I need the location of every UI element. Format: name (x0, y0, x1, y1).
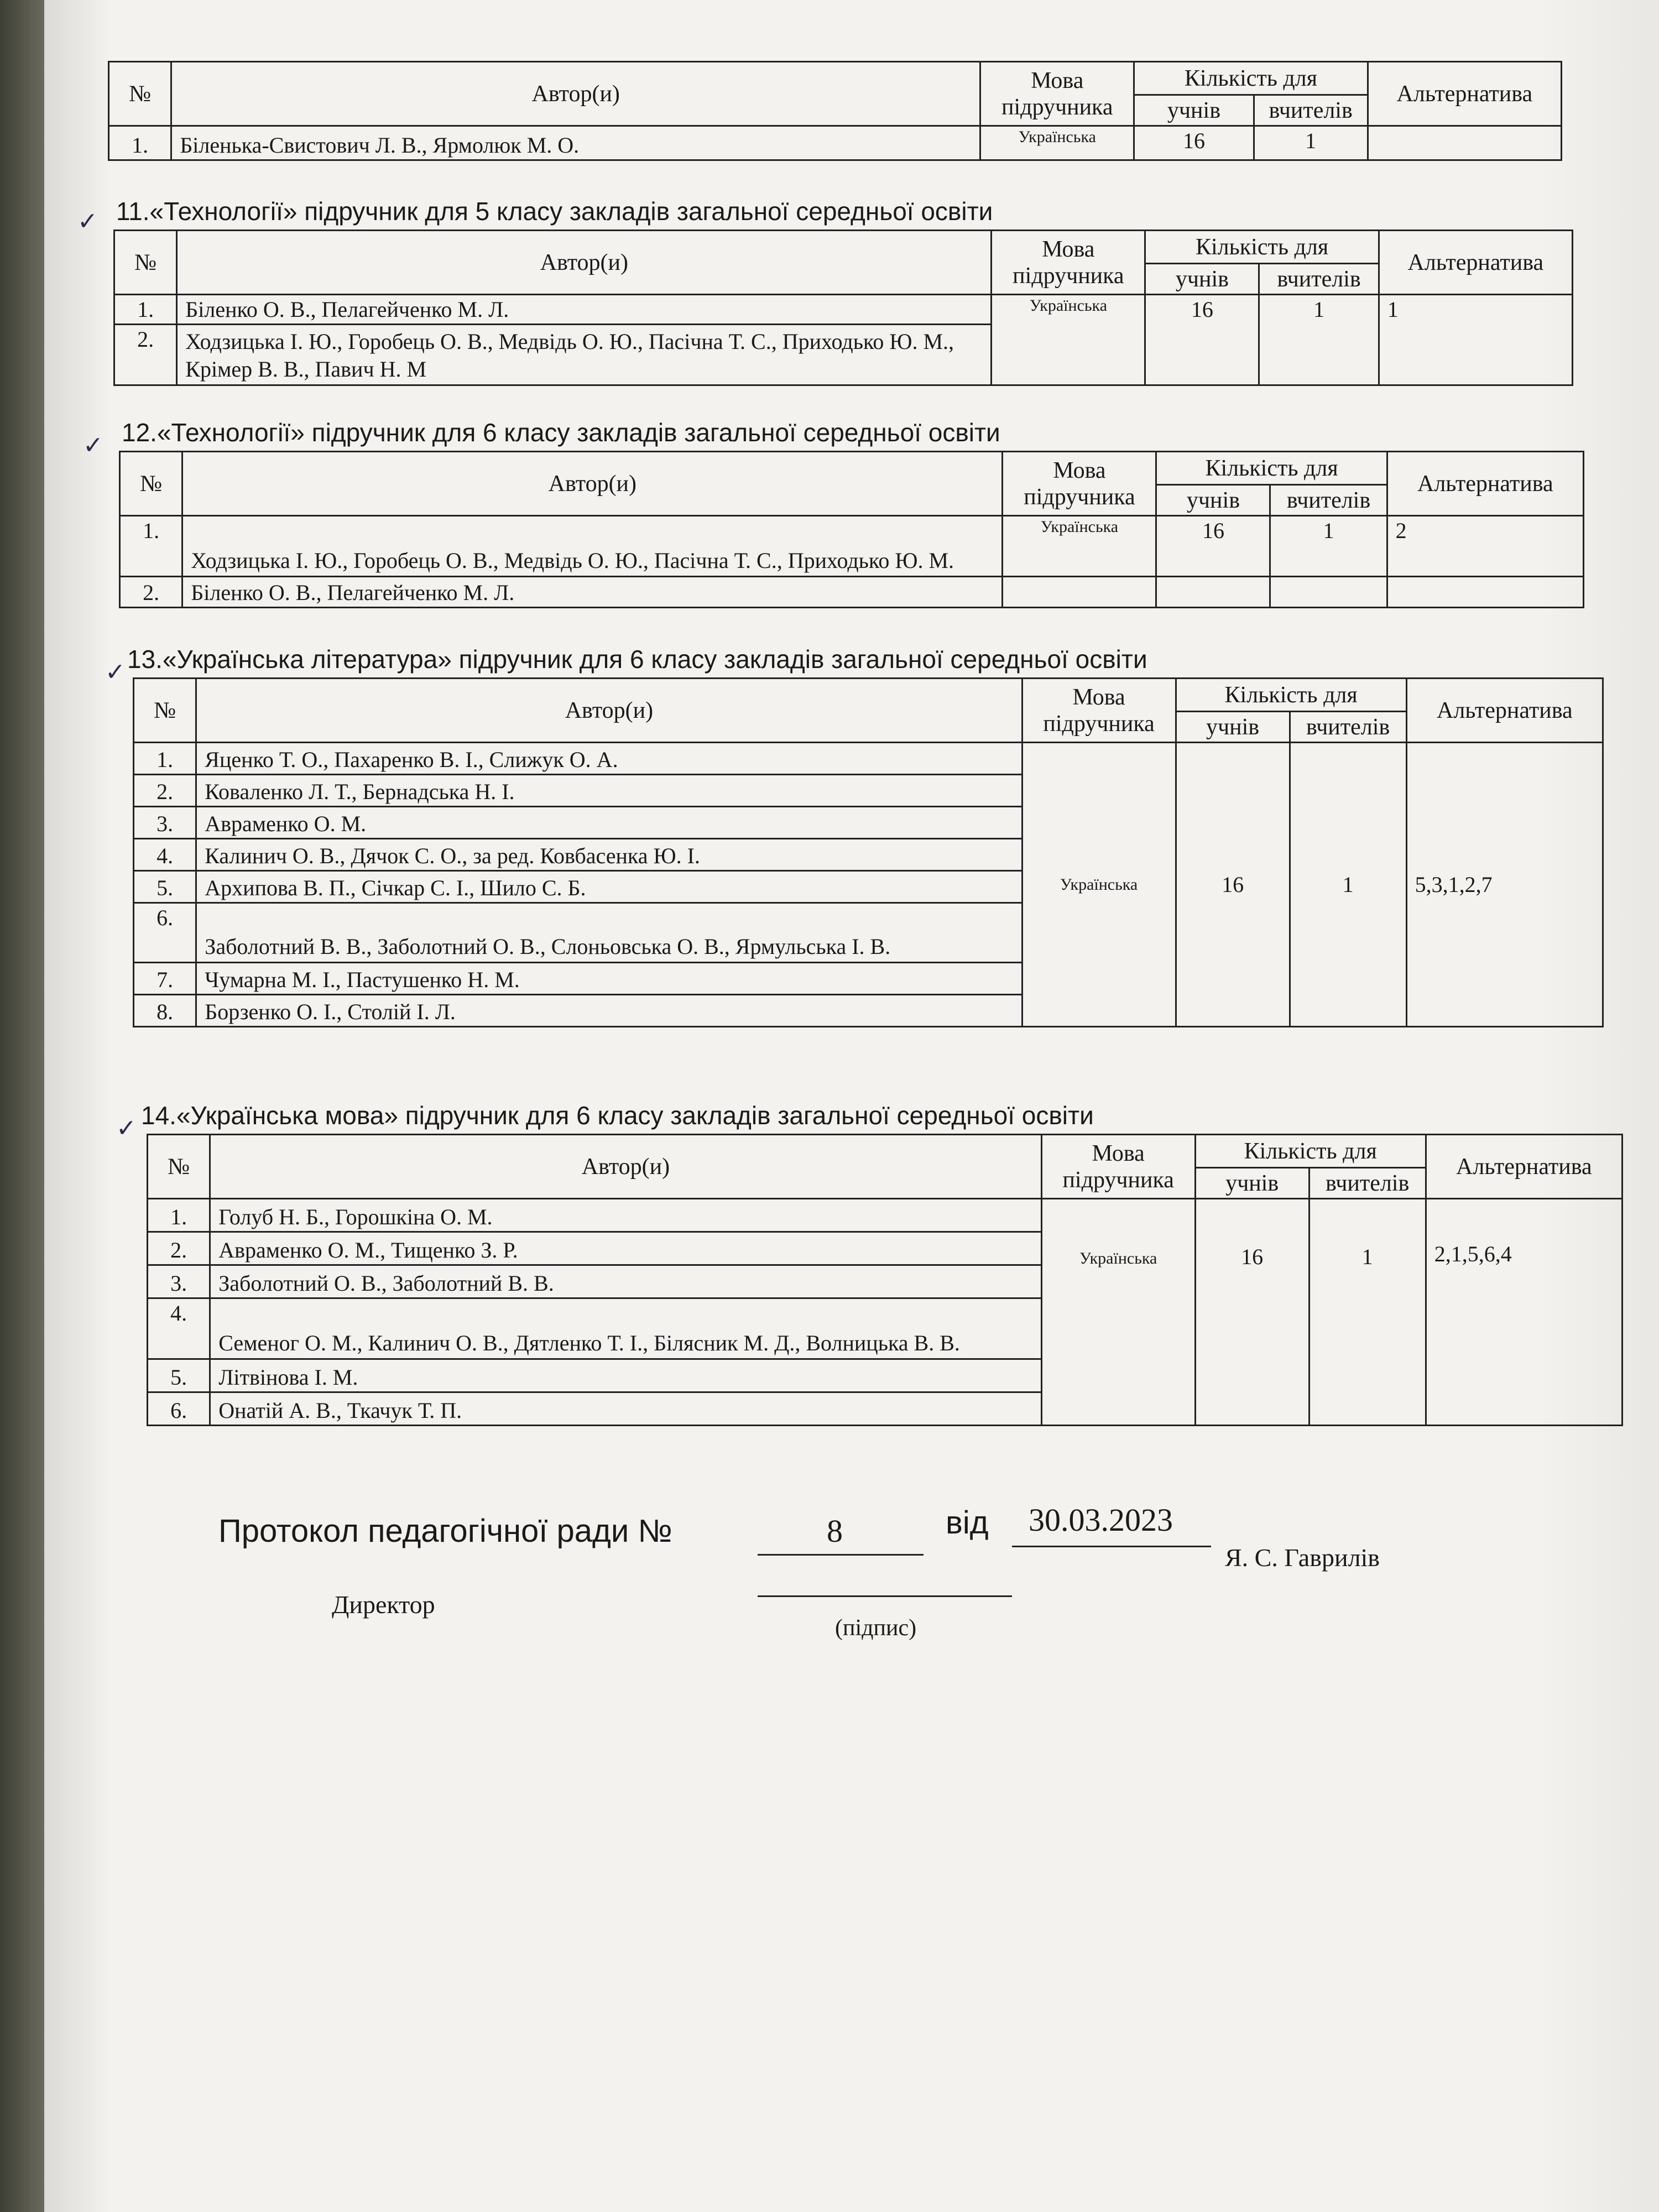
row-number: 7. (134, 963, 196, 995)
row-teachers: 1 (1290, 743, 1406, 1027)
row-authors: Архипова В. П., Січкар С. І., Шило С. Б. (196, 871, 1022, 903)
header-authors: Автор(и) (210, 1135, 1041, 1199)
header-num: № (120, 452, 182, 516)
header-count-for: Кількість для (1156, 452, 1387, 485)
header-count-for: Кількість для (1134, 62, 1368, 95)
row-authors: Біленко О. В., Пелагейченко М. Л. (182, 577, 1003, 608)
header-language: Мова підручника (992, 231, 1145, 295)
header-students: учнів (1195, 1168, 1309, 1199)
row-number: 3. (134, 807, 196, 839)
signature-line (758, 1595, 1012, 1597)
row-number: 2. (148, 1232, 210, 1265)
header-teachers: вчителів (1254, 95, 1368, 126)
textbook-table-continued (108, 61, 1562, 161)
row-authors: Ходзицька І. Ю., Горобець О. В., Медвідь О. Ю., Пасічна Т. С., Приходько Ю. М., Крімер В. В., Павич Н. М (177, 325, 992, 385)
signature-caption: (підпис) (835, 1615, 917, 1641)
row-number: 2. (120, 577, 182, 608)
textbook-table-11 (113, 229, 1573, 386)
protocol-number-underline (758, 1554, 924, 1556)
row-language: Українська (1003, 516, 1156, 577)
empty-cell (1003, 577, 1156, 608)
row-students: 16 (1145, 295, 1259, 385)
row-authors: Ходзицька І. Ю., Горобець О. В., Медвідь О. Ю., Пасічна Т. С., Приходько Ю. М. (182, 516, 1003, 577)
row-number: 1. (109, 126, 171, 160)
row-authors: Авраменко О. М., Тищенко З. Р. (210, 1232, 1041, 1265)
row-number: 4. (148, 1298, 210, 1359)
director-label: Директор (332, 1590, 435, 1619)
section-title-12: 12.«Технології» підручник для 6 класу закладів загальної середньої освіти (122, 418, 1000, 447)
check-mark-12: ✓ (83, 432, 103, 459)
row-number: 5. (148, 1359, 210, 1392)
row-number: 5. (134, 871, 196, 903)
table-row (120, 516, 1584, 577)
section-title-13: 13.«Українська література» підручник для 6 класу закладів загальної середньої освіти (127, 645, 1147, 674)
row-number: 2. (114, 325, 177, 385)
row-number: 1. (134, 743, 196, 775)
page-background-edge (0, 0, 44, 2212)
check-mark-14: ✓ (116, 1115, 137, 1142)
table-row (148, 1199, 1623, 1232)
header-students: учнів (1145, 264, 1259, 295)
row-authors: Заболотний В. В., Заболотний О. В., Слоньовська О. В., Ярмульська І. В. (196, 903, 1022, 963)
row-authors: Біленька-Свистович Л. В., Ярмолюк М. О. (171, 126, 980, 160)
row-language: Українська (1041, 1199, 1195, 1426)
protocol-number: 8 (827, 1513, 843, 1549)
row-students: 16 (1134, 126, 1254, 160)
table-row (120, 577, 1584, 608)
table-header-row (109, 62, 1562, 95)
row-authors: Коваленко Л. Т., Бернадська Н. І. (196, 775, 1022, 807)
date-underline (1012, 1546, 1211, 1547)
row-language: Українська (1022, 743, 1176, 1027)
header-authors: Автор(и) (196, 679, 1022, 743)
header-teachers: вчителів (1309, 1168, 1426, 1199)
row-authors: Голуб Н. Б., Горошкіна О. М. (210, 1199, 1041, 1232)
header-teachers: вчителів (1290, 712, 1406, 743)
row-number: 6. (134, 903, 196, 963)
header-students: учнів (1156, 485, 1270, 516)
row-students: 16 (1176, 743, 1290, 1027)
header-count-for: Кількість для (1145, 231, 1379, 264)
row-students: 16 (1195, 1199, 1309, 1426)
textbook-table-13 (133, 677, 1604, 1027)
header-count-for: Кількість для (1195, 1135, 1426, 1168)
row-number: 3. (148, 1265, 210, 1298)
row-alternative: 2,1,5,6,4 (1426, 1199, 1622, 1426)
document-page (44, 0, 1659, 2212)
header-num: № (148, 1135, 210, 1199)
empty-cell (1156, 577, 1270, 608)
table-row (114, 295, 1573, 325)
from-label: від (946, 1505, 989, 1541)
table-row (134, 743, 1603, 775)
row-authors: Калинич О. В., Дячок С. О., за ред. Ковбасенка Ю. І. (196, 839, 1022, 871)
header-authors: Автор(и) (171, 62, 980, 126)
row-number: 8. (134, 995, 196, 1027)
row-number: 2. (134, 775, 196, 807)
row-authors: Заболотний О. В., Заболотний В. В. (210, 1265, 1041, 1298)
header-alternative: Альтернатива (1426, 1135, 1622, 1199)
row-authors: Літвінова І. М. (210, 1359, 1041, 1392)
row-students: 16 (1156, 516, 1270, 577)
header-alternative: Альтернатива (1406, 679, 1603, 743)
protocol-label: Протокол педагогічної ради № (218, 1513, 672, 1549)
row-language: Українська (980, 126, 1134, 160)
row-alternative: 2 (1387, 516, 1583, 577)
header-alternative: Альтернатива (1368, 62, 1561, 126)
director-name: Я. С. Гаврилів (1225, 1543, 1380, 1572)
protocol-date: 30.03.2023 (1029, 1502, 1173, 1538)
header-language: Мова підручника (1041, 1135, 1195, 1199)
row-number: 1. (120, 516, 182, 577)
row-teachers: 1 (1259, 295, 1379, 385)
row-teachers: 1 (1254, 126, 1368, 160)
section-title-14: 14.«Українська мова» підручник для 6 класу закладів загальної середньої освіти (141, 1101, 1094, 1130)
empty-cell (1387, 577, 1583, 608)
header-num: № (114, 231, 177, 295)
header-count-for: Кількість для (1176, 679, 1406, 712)
row-alternative: 5,3,1,2,7 (1406, 743, 1603, 1027)
row-authors: Онатій А. В., Ткачук Т. П. (210, 1392, 1041, 1426)
header-teachers: вчителів (1259, 264, 1379, 295)
textbook-table-12 (119, 451, 1584, 608)
table-row (109, 126, 1562, 160)
header-alternative: Альтернатива (1379, 231, 1572, 295)
row-alternative: 1 (1379, 295, 1572, 385)
header-students: учнів (1176, 712, 1290, 743)
row-authors: Семеног О. М., Калинич О. В., Дятленко Т. І., Білясник М. Д., Волницька В. В. (210, 1298, 1041, 1359)
header-language: Мова підручника (980, 62, 1134, 126)
header-authors: Автор(и) (182, 452, 1003, 516)
check-mark-13: ✓ (105, 659, 126, 686)
row-authors: Авраменко О. М. (196, 807, 1022, 839)
header-language: Мова підручника (1022, 679, 1176, 743)
row-authors: Біленко О. В., Пелагейченко М. Л. (177, 295, 992, 325)
row-number: 1. (114, 295, 177, 325)
textbook-table-14 (147, 1134, 1623, 1426)
header-students: учнів (1134, 95, 1254, 126)
row-teachers: 1 (1270, 516, 1387, 577)
section-title-11: 11.«Технології» підручник для 5 класу закладів загальної середньої освіти (116, 197, 993, 226)
header-num: № (134, 679, 196, 743)
row-authors: Чумарна М. І., Пастушенко Н. М. (196, 963, 1022, 995)
header-authors: Автор(и) (177, 231, 992, 295)
row-number: 1. (148, 1199, 210, 1232)
header-teachers: вчителів (1270, 485, 1387, 516)
row-teachers: 1 (1309, 1199, 1426, 1426)
row-authors: Яценко Т. О., Пахаренко В. І., Слижук О. А. (196, 743, 1022, 775)
empty-cell (1270, 577, 1387, 608)
row-authors: Борзенко О. І., Столій І. Л. (196, 995, 1022, 1027)
row-number: 6. (148, 1392, 210, 1426)
header-num: № (109, 62, 171, 126)
check-mark-11: ✓ (77, 208, 98, 235)
header-alternative: Альтернатива (1387, 452, 1583, 516)
row-number: 4. (134, 839, 196, 871)
header-language: Мова підручника (1003, 452, 1156, 516)
row-language: Українська (992, 295, 1145, 385)
row-alternative (1368, 126, 1561, 160)
